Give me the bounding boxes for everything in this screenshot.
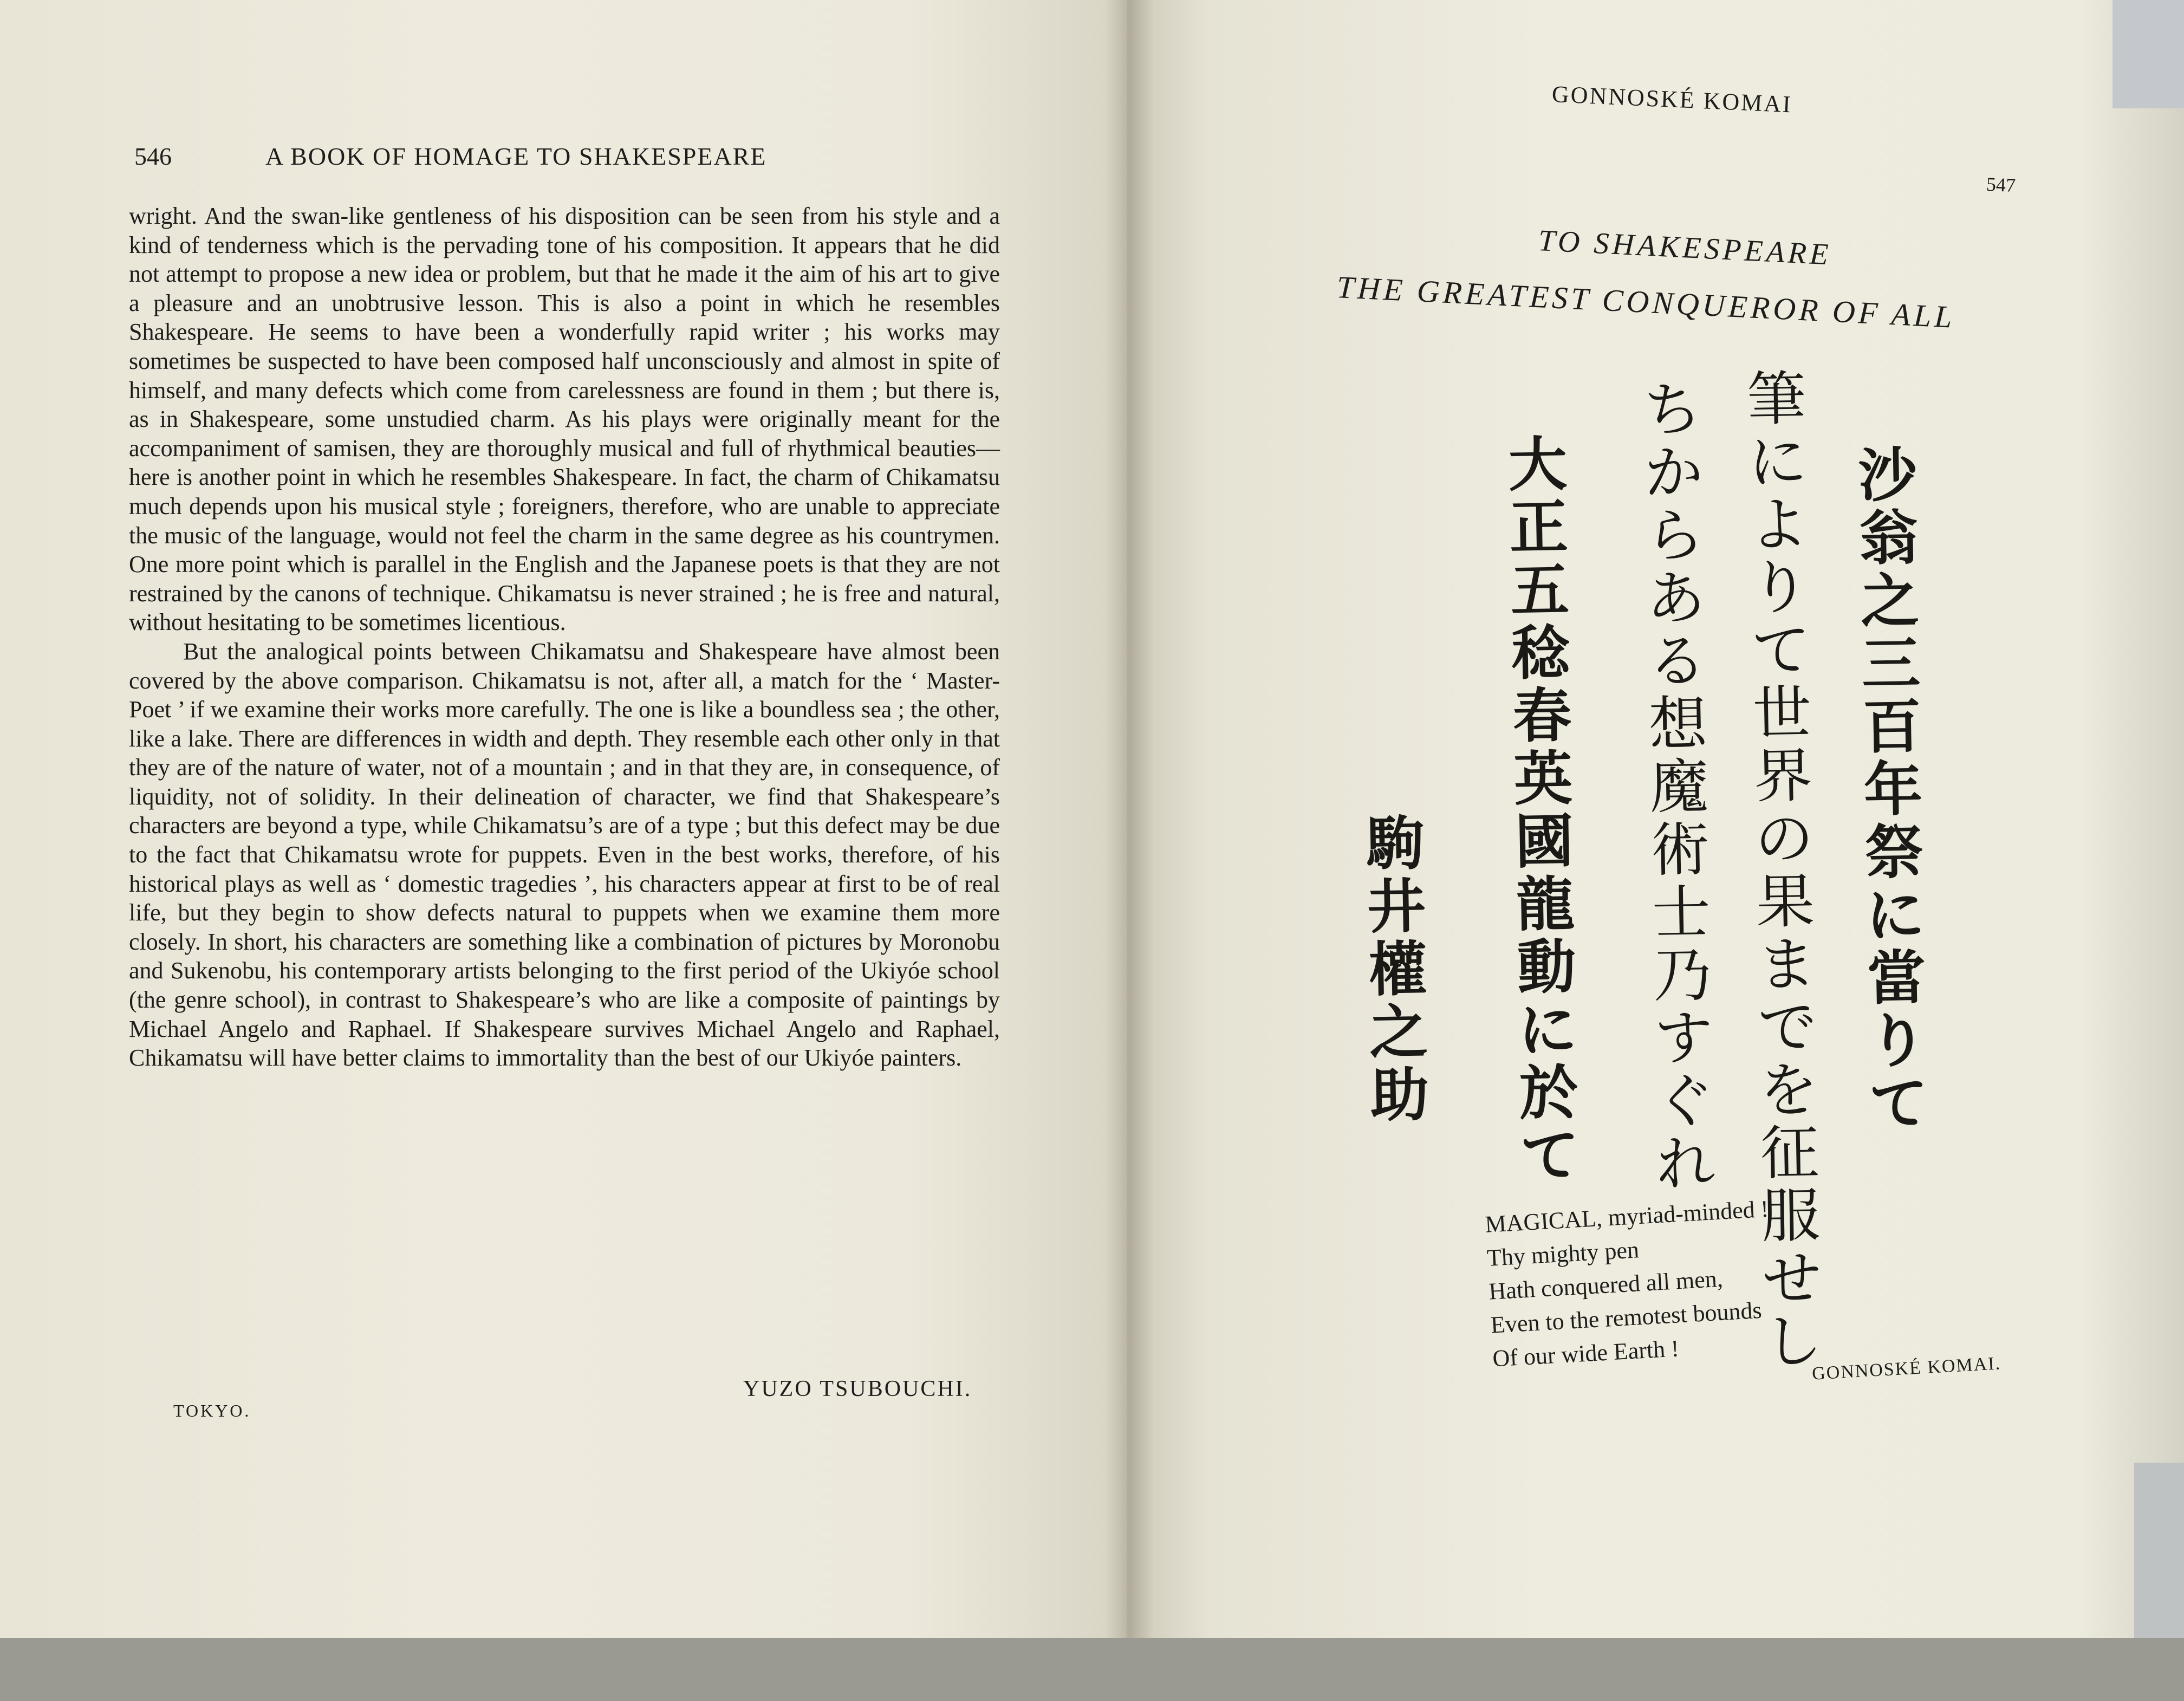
author-signature-left: YUZO TSUBOUCHI. [743, 1377, 972, 1401]
author-signature-right: GONNOSKÉ KOMAI. [1811, 1353, 2001, 1384]
poem-line-2: Thy mighty pen [1486, 1236, 1640, 1271]
paragraph-1: wright. And the swan-like gentleness of his disposition can be seen from his style and a kind of tenderness which is the pervading tone of his composition. It appears that he did not attempt to propose a new idea or problem, but that he made it the aim of his art to give a pleasure and an unobtrusive lesson. This is also a point in which he resembles Shakespeare. He seems to have been a wonderfully rapid writer ; his works may sometimes be suspected to have been composed half unconsciously and almost in spite of himself, and many defects which come from carelessness are found in them ; but there is, as in Shakespeare, some unstudied charm. As his plays were originally meant for the accompaniment of samisen, they are thoroughly musical and full of rhythmical beauties—here is another point in which he resembles Shakespeare. In fact, the charm of Chikamatsu much depends upon his musical style ; foreigners, therefore, who are unable to appreciate the music of the language, would not feel the charm in the same degree as his countrymen. One more point which is parallel in the English and the Japanese poets is that they are not restrained by the canons of technique. Chikamatsu is never strained ; he is free and natural, without hesitating to be sometimes licentious. [129, 203, 1000, 636]
page-number-left: 546 [134, 142, 172, 170]
page-number-right: 547 [1986, 173, 2016, 197]
dedication-line-2: THE GREATEST CONQUEROR OF ALL [1336, 269, 1956, 335]
background-corner [2112, 0, 2184, 108]
japanese-column-2: 筆 に よ り て 世 界 の 果 ま で を 征 服 せ し [1746, 365, 1823, 1377]
running-head-right: GONNOSKÉ KOMAI [1551, 81, 1793, 118]
poem-line-4: Even to the remotest bounds [1490, 1296, 1763, 1339]
japanese-column-3: ち か ら あ る 想 魔 術 士 乃 す ぐ れ [1642, 376, 1716, 1199]
japanese-column-4: 大 正 五 稔 春 英 國 龍 動 に 於 て [1507, 430, 1580, 1191]
book-gutter [1105, 0, 1154, 1638]
poem-line-5: Of our wide Earth ! [1492, 1335, 1680, 1372]
japanese-column-1: 沙 翁 之 三 百 年 祭 に 當 り て [1857, 441, 1929, 1139]
poem-line-3: Hath conquered all men, [1488, 1265, 1724, 1305]
dedication-line-1: TO SHAKESPEARE [1537, 224, 1832, 272]
running-head-left: A BOOK OF HOMAGE TO SHAKESPEARE [265, 142, 767, 170]
poem-line-1: MAGICAL, myriad-minded ! [1484, 1195, 1770, 1238]
japanese-column-5: 駒 井 權 之 助 [1365, 809, 1430, 1130]
background-corner-bottom [2134, 1463, 2184, 1638]
body-text [129, 202, 1000, 1073]
paragraph-2: But the analogical points between Chikamatsu and Shakespeare have almost been covered by the above comparison. Chikamatsu is not, after all, a match for the ‘ Master-Poet ’ if we examine their works more carefully. The one is like a boundless sea ; the other, like a lake. There are differences in width and depth. They resemble each other only in that they are of the nature of water, not of a mountain ; and in that they are, in consequence, of liquidity, not of solidity. In their delineation of character, we find that Shakespeare’s characters are beyond a type, while Chikamatsu’s are of a type ; but this defect may be due to the fact that Chikamatsu wrote for puppets. Even in the best works, therefore, of his historical plays as well as ‘ domestic tragedies ’, his characters appear at first to be of real life, but they begin to show defects natural to puppets when we examine them more closely. In short, his characters are something like a combination of pictures by Moronobu and Sukenobu, his contemporary artists belonging to the first period of the Ukiyóe school (the genre school), in contrast to Shakespeare’s who are like a composite of paintings by Michael Angelo and Raphael. If Shakespeare survives Michael Angelo and Raphael, Chikamatsu will have better claims to immortality than the best of our Ukiyóe painters. [129, 638, 1000, 1072]
place-label: TOKYO. [173, 1401, 251, 1420]
poem [1484, 1192, 1777, 1376]
